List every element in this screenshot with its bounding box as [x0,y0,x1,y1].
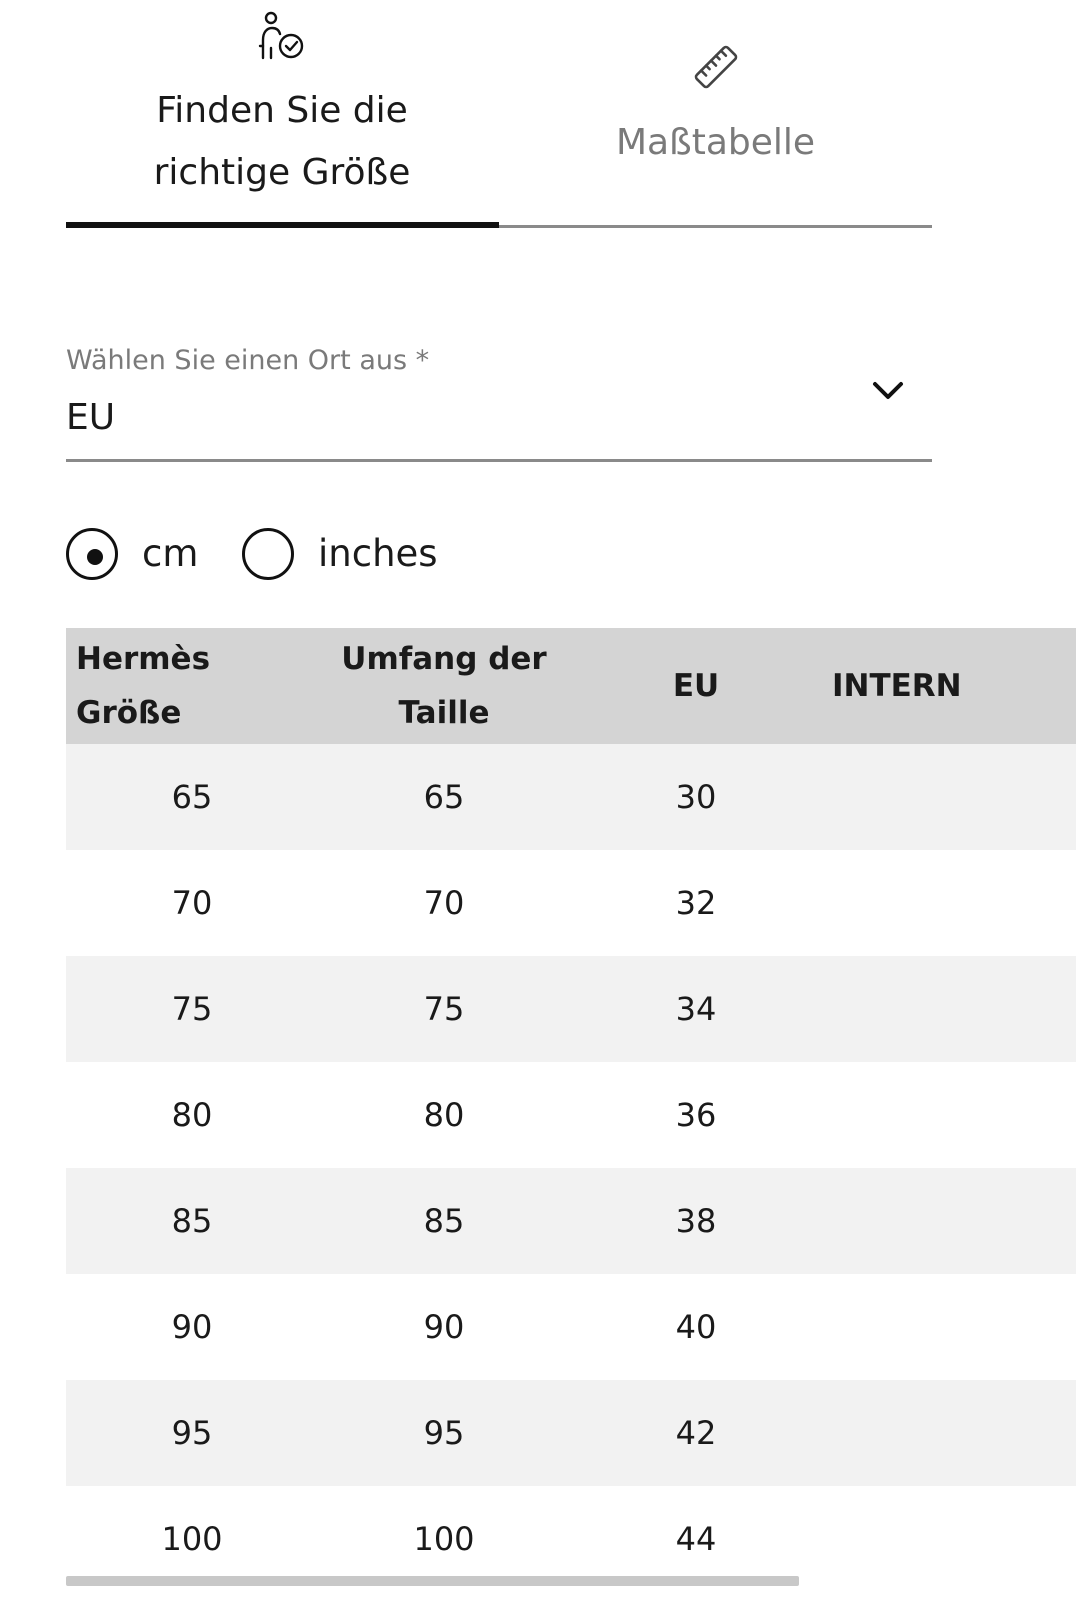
table-cell: 70 [66,850,318,956]
table-row [66,744,1076,850]
table-cell: 95 [318,1380,570,1486]
unit-option-inches-label: inches [318,532,438,575]
tab-find-size-label: Finden Sie die richtige Größe [153,90,411,193]
tab-measurement-table[interactable] [499,0,932,228]
table-row [66,1168,1076,1274]
table-cell [822,744,1076,850]
tab-find-size[interactable] [66,0,499,228]
table-cell: 100 [318,1486,570,1592]
table-cell [822,1486,1076,1592]
location-select-value: EU [66,397,116,438]
table-cell: 65 [66,744,318,850]
table-row [66,1274,1076,1380]
unit-radio-group [66,528,566,588]
table-cell: 70 [318,850,570,956]
table-row [66,1380,1076,1486]
table-horizontal-scrollbar[interactable] [66,1576,799,1586]
table-cell [822,1168,1076,1274]
table-cell: 40 [570,1274,822,1380]
column-header-international: INTERN [822,628,1076,744]
table-cell: 75 [318,956,570,1062]
person-check-icon [257,10,309,66]
size-table [66,628,1076,1592]
table-cell: 80 [66,1062,318,1168]
table-cell: 90 [66,1274,318,1380]
location-select[interactable] [66,345,932,463]
table-row [66,956,1076,1062]
size-table-container[interactable] [66,628,962,1558]
table-cell: 34 [570,956,822,1062]
table-cell: 30 [570,744,822,850]
size-guide-tabs [66,0,932,230]
table-header-row [66,628,1076,744]
table-cell [822,1062,1076,1168]
column-header-hermes-size: Hermès Größe [66,628,318,744]
radio-button-cm[interactable] [66,528,118,580]
ruler-icon [691,42,741,96]
table-cell: 32 [570,850,822,956]
table-cell [822,956,1076,1062]
table-cell: 38 [570,1168,822,1274]
table-row [66,850,1076,956]
table-cell: 44 [570,1486,822,1592]
table-cell: 85 [318,1168,570,1274]
column-header-waist: Umfang der Taille [318,628,570,744]
table-cell: 100 [66,1486,318,1592]
table-cell: 65 [318,744,570,850]
radio-selected-dot [87,549,103,565]
radio-button-inches[interactable] [242,528,294,580]
location-select-underline [66,459,932,462]
table-cell: 85 [66,1168,318,1274]
table-cell: 95 [66,1380,318,1486]
table-cell [822,1380,1076,1486]
tab-measurement-table-label: Maßtabelle [615,122,816,163]
location-select-label: Wählen Sie einen Ort aus * [66,345,430,376]
table-row [66,1062,1076,1168]
table-cell: 42 [570,1380,822,1486]
table-cell [822,1274,1076,1380]
column-header-eu: EU [570,628,822,744]
table-cell: 80 [318,1062,570,1168]
chevron-down-icon [872,381,904,405]
active-tab-indicator [66,222,499,228]
table-cell: 36 [570,1062,822,1168]
table-cell [822,850,1076,956]
table-cell: 75 [66,956,318,1062]
table-cell: 90 [318,1274,570,1380]
unit-option-cm-label: cm [142,532,199,575]
